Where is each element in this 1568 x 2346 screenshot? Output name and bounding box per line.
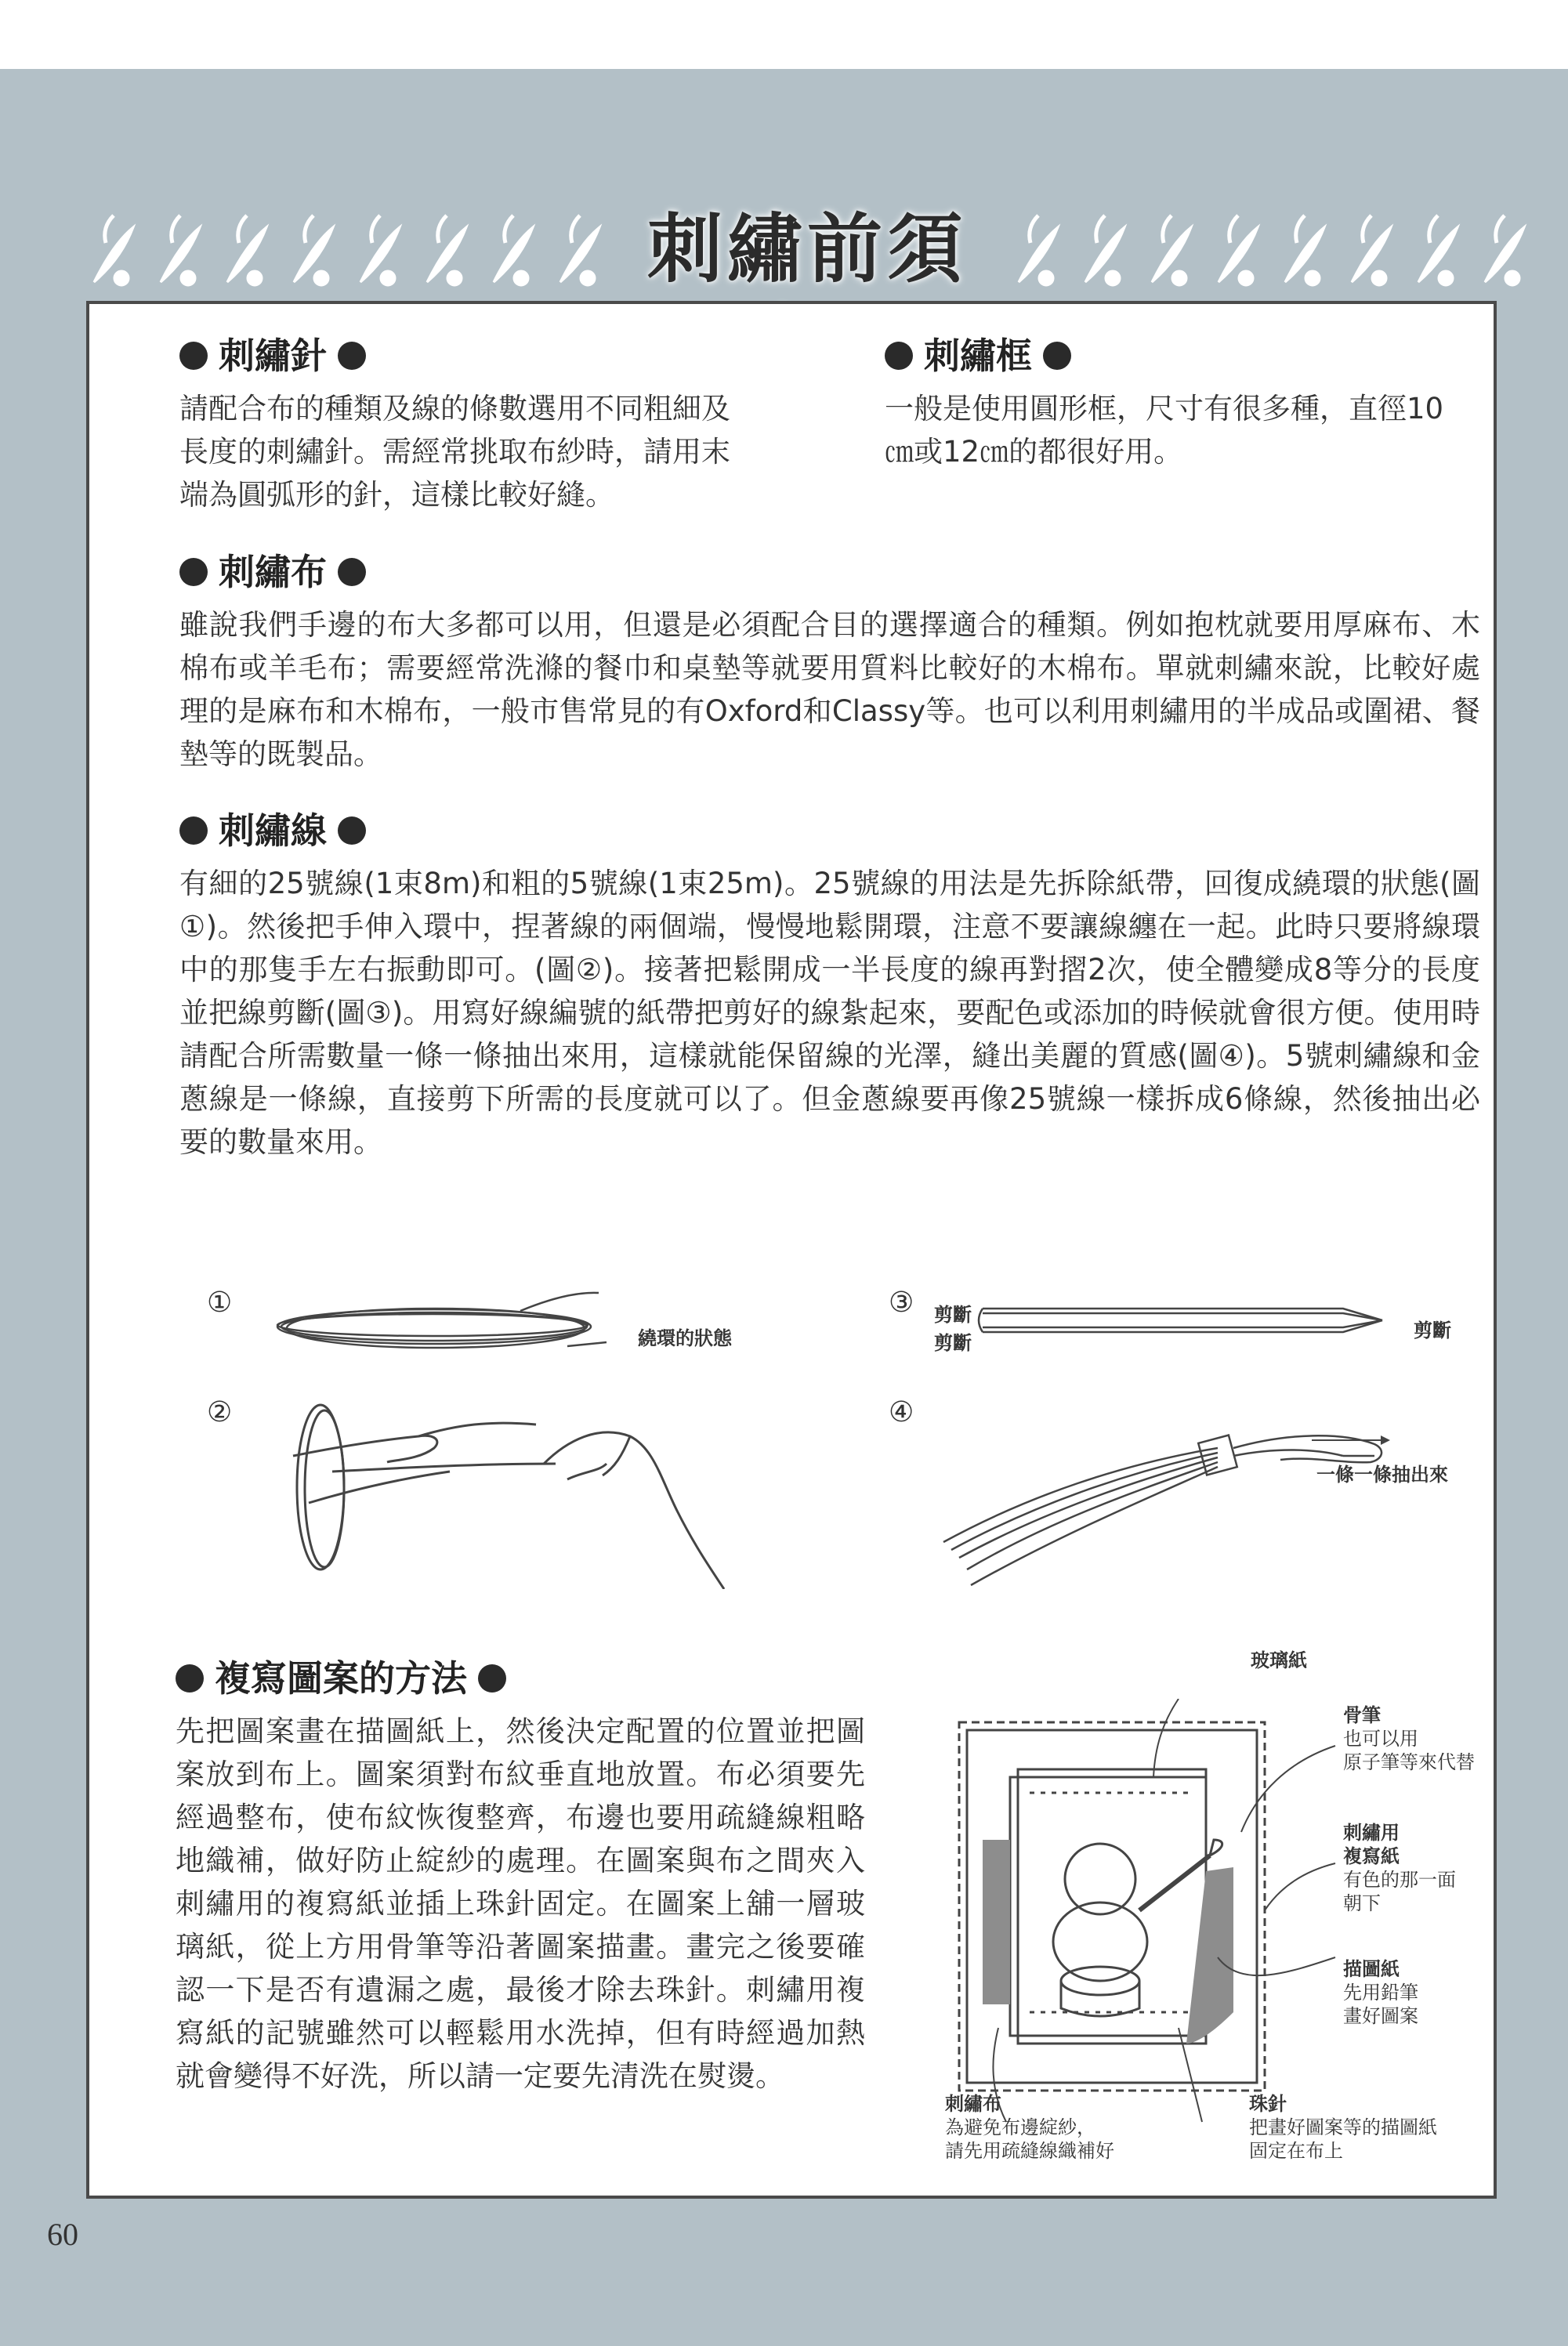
bullet-dot-icon	[1043, 342, 1071, 370]
heading-text: 刺繡框	[924, 335, 1032, 377]
pull-thread-illustration	[936, 1401, 1421, 1589]
section-heading	[885, 332, 1480, 379]
heading-text: 刺繡線	[219, 809, 327, 852]
label-fabric: 刺繡布 為避免布邊綻紗， 請先用疏縫線織補好	[945, 2093, 1114, 2162]
heading-text: 複寫圖案的方法	[215, 1657, 467, 1700]
section-thread	[179, 807, 1480, 1164]
figure-4-label: 一條一條抽出來	[1316, 1464, 1448, 1486]
figure-3-number: ③	[889, 1287, 914, 1319]
arrow-right-icon	[1312, 1432, 1398, 1448]
section-needle	[179, 332, 885, 516]
figure-1-number: ①	[207, 1287, 233, 1319]
section-body: 雖說我們手邊的布大多都可以用，但還是必須配合目的選擇適合的種類。例如抱枕就要用厚麻布、木棉布或羊毛布；需要經常洗滌的餐巾和桌墊等就要用質料比較好的木棉布。單就刺繡來說，比較好處理的是麻布和木棉布，一般市售常見的有Oxford和Classy等。也可以利用刺繡用的半成品或圍裙、餐墊等的既製品。	[179, 608, 1480, 771]
bullet-dot-icon	[179, 816, 208, 845]
bullet-dot-icon	[176, 1664, 204, 1693]
tracing-paper	[1010, 1777, 1206, 2036]
section-heading	[179, 548, 1480, 596]
figure-3-label-cut-bottom: 剪斷	[934, 1332, 972, 1354]
section-heading	[176, 1655, 959, 1702]
page-title: 刺繡前須	[647, 205, 967, 293]
carbon-paper-left	[983, 1840, 1010, 2004]
figure-2-number: ②	[207, 1396, 233, 1428]
bullet-dot-icon	[338, 816, 366, 845]
heading-text: 刺繡布	[219, 551, 327, 593]
bullet-dot-icon	[338, 558, 366, 586]
section-body: 有細的25號線(1束8m)和粗的5號線(1束25m)。25號線的用法是先拆除紙帶，回復成繞環的狀態(圖①)。然後把手伸入環中，捏著線的兩個端，慢慢地鬆開環，注意不要讓線纏在一起。此時只要將線環中的那隻手左右振動即可。(圖②)。接著把鬆開成一半長度的線再對摺2次，使全體變成8等分的長度並把線剪斷(圖③)。用寫好線編號的紙帶把剪好的線紮起來，要配色或添加的時候就會很方便。使用時請配合所需數量一條一條抽出來用，這樣就能保留線的光澤，縫出美麗的質感(圖④)。5號刺繡線和金蔥線是一條線，直接剪下所需的長度就可以了。但金蔥線要再像25號線一樣拆成6條線，然後抽出必要的數量來用。	[179, 867, 1480, 1159]
label-pin: 珠針 把畫好圖案等的描圖紙 固定在布上	[1249, 2093, 1437, 2162]
leaf-left-1	[94, 215, 133, 285]
cut-thread-illustration	[975, 1293, 1398, 1348]
section-body: 先把圖案畫在描圖紙上，然後決定配置的位置並把圖案放到布上。圖案須對布紋垂直地放置。布必須要先經過整布，使布紋恢復整齊，布邊也要用疏縫線粗略地織補，做好防止綻紗的處理。在圖案與布之間夾入刺繡用的複寫紙並插上珠針固定。在圖案上舖一層玻璃紙，從上方用骨筆等沿著圖案描畫。畫完之後要確認一下是否有遺漏之處，最後才除去珠針。刺繡用複寫紙的記號雖然可以輕鬆用水洗掉，但有時經過加熱就會變得不好洗，所以請一定要先清洗在熨燙。	[176, 1714, 865, 2093]
section-hoop	[885, 332, 1480, 473]
figure-3-label-cut-right: 剪斷	[1414, 1320, 1451, 1341]
content-panel	[86, 301, 1497, 2199]
section-heading	[179, 807, 1480, 854]
section-fabric	[179, 548, 1480, 776]
figure-4-number: ④	[889, 1396, 914, 1428]
bullet-dot-icon	[179, 558, 208, 586]
bullet-dot-icon	[478, 1664, 506, 1693]
heading-text: 刺繡針	[219, 335, 327, 377]
page-number: 60	[47, 2217, 78, 2252]
section-heading	[179, 332, 885, 379]
figure-3-label-cut-top: 剪斷	[934, 1304, 972, 1326]
figure-1-label: 繞環的狀態	[638, 1327, 732, 1349]
label-tracing-paper: 描圖紙 先用鉛筆 畫好圖案	[1343, 1958, 1418, 2027]
hands-thread-illustration	[285, 1393, 787, 1589]
bullet-dot-icon	[338, 342, 366, 370]
top-margin	[0, 0, 1568, 69]
section-body: 一般是使用圓形框，尺寸有很多種，直徑10 ㎝或12㎝的都很好用。	[885, 392, 1444, 469]
label-stylus: 骨筆 也可以用 原子筆等來代替	[1343, 1704, 1475, 1773]
label-cellophane: 玻璃紙	[1251, 1649, 1307, 1671]
bullet-dot-icon	[885, 342, 913, 370]
section-body: 請配合布的種類及線的條數選用不同粗細及 長度的刺繡針。需經常挑取布紗時，請用末 端為圓弧形的針，這樣比較好縫。	[179, 392, 730, 512]
bullet-dot-icon	[179, 342, 208, 370]
label-carbon-paper: 刺繡用 複寫紙 有色的那一面 朝下	[1343, 1822, 1456, 1914]
section-transfer	[176, 1655, 959, 2098]
